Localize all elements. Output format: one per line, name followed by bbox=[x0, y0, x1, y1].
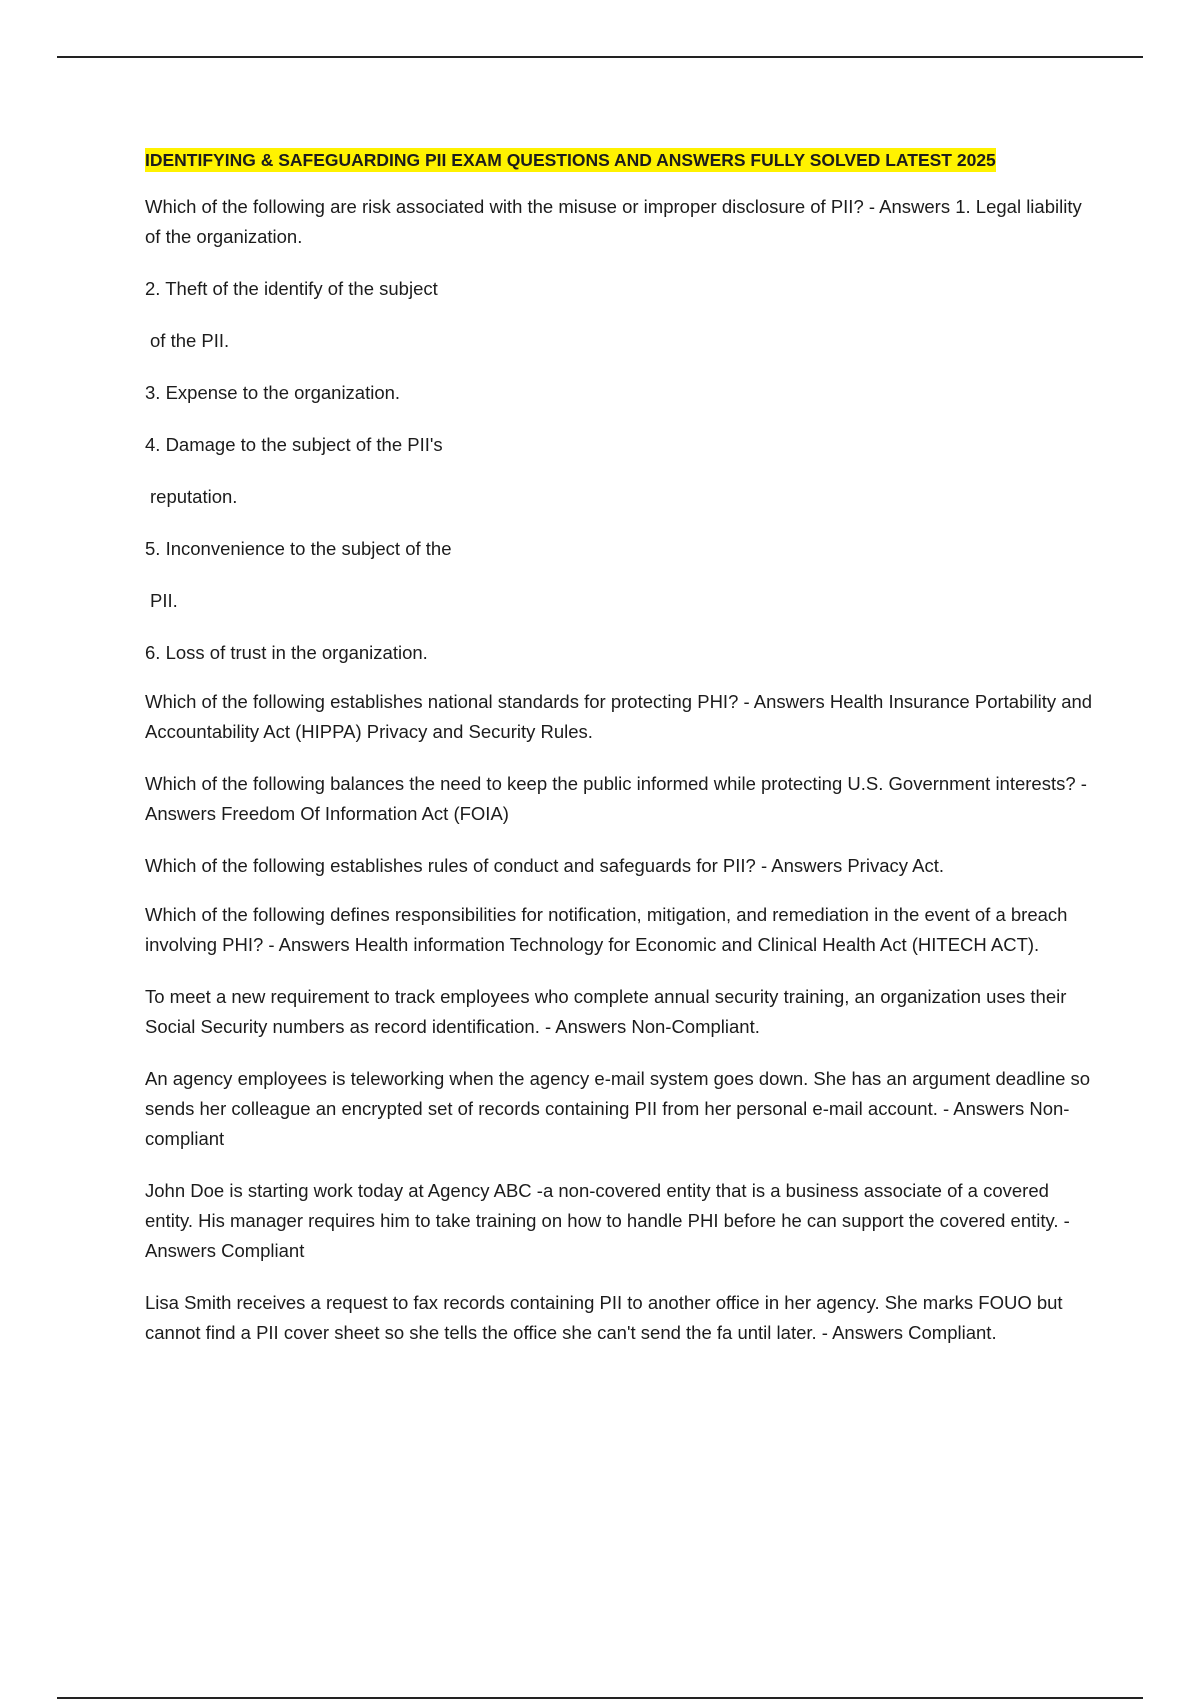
paragraph: Which of the following defines responsibilities for notification, mitigation, and remediation in the event of a breach involving PHI? - Answers Health information Technology for Economic and Clinical Health Act (HITECH ACT). bbox=[145, 904, 1068, 955]
paragraph: of the PII. bbox=[150, 330, 230, 351]
document-body bbox=[145, 145, 1095, 1370]
paragraph: An agency employees is teleworking when the agency e-mail system goes down. She has an argument deadline so sends her colleague an encrypted set of records containing PII from her personal e-mail account. - Answers Non-compliant bbox=[145, 1068, 1091, 1149]
paragraph: Lisa Smith receives a request to fax records containing PII to another office in her agency. She marks FOUO but cannot find a PII cover sheet so she tells the office she can't send the fa until later. - Answers Compliant. bbox=[145, 1292, 1063, 1343]
paragraph: Which of the following establishes national standards for protecting PHI? - Answers Health Insurance Portability and Accountability Act (HIPPA) Privacy and Security Rules. bbox=[145, 691, 1093, 742]
paragraph: 5. Inconvenience to the subject of the bbox=[145, 538, 452, 559]
paragraph: 2. Theft of the identify of the subject bbox=[145, 278, 438, 299]
top-rule bbox=[57, 56, 1143, 58]
paragraph: To meet a new requirement to track employees who complete annual security training, an organization uses their Social Security numbers as record identification. - Answers Non-Compliant. bbox=[145, 986, 1067, 1037]
paragraph: 4. Damage to the subject of the PII's bbox=[145, 434, 443, 455]
bottom-rule bbox=[57, 1697, 1143, 1699]
paragraph: PII. bbox=[150, 590, 178, 611]
paragraph: reputation. bbox=[150, 486, 238, 507]
paragraph: Which of the following establishes rules of conduct and safeguards for PII? - Answers Privacy Act. bbox=[145, 855, 944, 876]
paragraph: Which of the following balances the need to keep the public informed while protecting U.S. Government interests? - Answers Freedom Of Information Act (FOIA) bbox=[145, 773, 1087, 824]
document-title: IDENTIFYING & SAFEGUARDING PII EXAM QUESTIONS AND ANSWERS FULLY SOLVED LATEST 2025 bbox=[145, 150, 996, 170]
title-block bbox=[145, 145, 1095, 175]
paragraph: John Doe is starting work today at Agency ABC -a non-covered entity that is a business associate of a covered entity. His manager requires him to take training on how to handle PHI before he can support the covered entity. - Answers Compliant bbox=[145, 1180, 1070, 1261]
paragraph: 3. Expense to the organization. bbox=[145, 382, 401, 403]
paragraph: 6. Loss of trust in the organization. bbox=[145, 642, 428, 663]
paragraph: Which of the following are risk associated with the misuse or improper disclosure of PII? - Answers 1. Legal liability of the organization. bbox=[145, 196, 1082, 247]
